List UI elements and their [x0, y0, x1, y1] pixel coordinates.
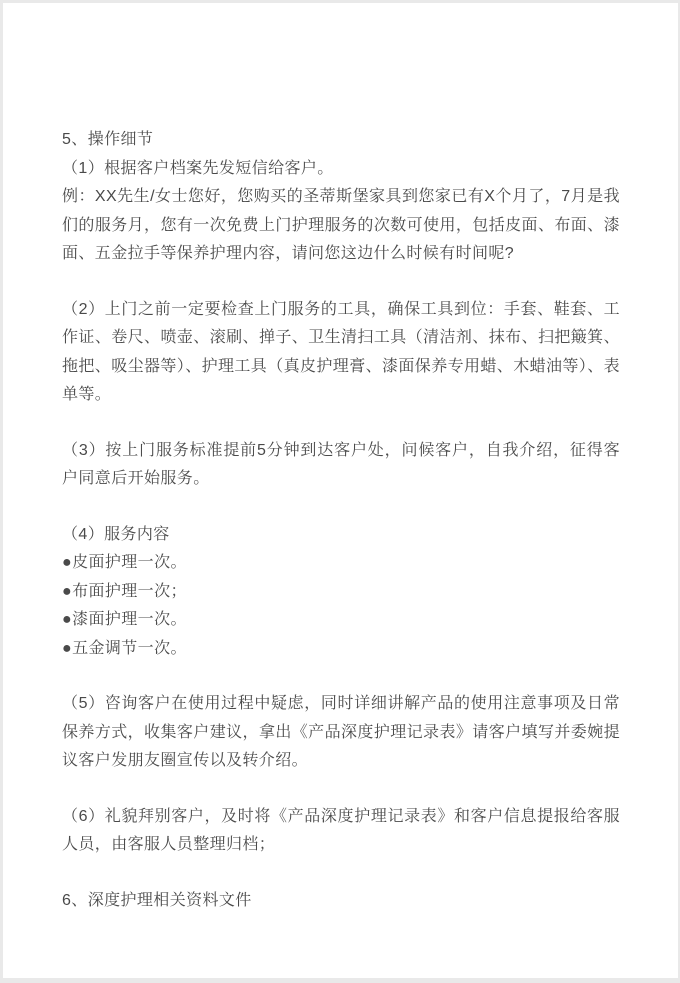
section-6-heading: 6、深度护理相关资料文件 [62, 891, 252, 909]
bullet-item-paint-care: ●漆面护理一次。 [62, 611, 187, 628]
step-2-tools-check [62, 296, 620, 410]
document-content [3, 3, 620, 915]
step-6-paragraph: （6）礼貌拜别客户，及时将《产品深度护理记录表》和客户信息提报给客服人员，由客服人员整理归档； [62, 807, 620, 853]
step-4-service-content [62, 521, 620, 664]
step-1-example-sms: 例：XX先生/女士您好，您购买的圣蒂斯堡家具到您家已有X个月了，7月是我们的服务月，您有一次免费上门护理服务的次数可使用，包括皮面、布面、漆面、五金拉手等保养护理内容，请问您这边什么时候有时间呢? [62, 188, 620, 262]
section-5-operation-details [62, 126, 620, 269]
step-2-paragraph: （2）上门之前一定要检查上门服务的工具，确保工具到位：手套、鞋套、工作证、卷尺、喷壶、滚刷、掸子、卫生清扫工具（清洁剂、抹布、扫把簸箕、拖把、吸尘器等）、护理工具（真皮护理膏、漆面保养专用蜡、木蜡油等）、表单等。 [62, 300, 621, 403]
step-5-paragraph: （5）咨询客户在使用过程中疑虑，同时详细讲解产品的使用注意事项及日常保养方式，收集客户建议，拿出《产品深度护理记录表》请客户填写并委婉提议客户发朋友圈宣传以及转介绍。 [62, 695, 620, 769]
step-1-intro: （1）根据客户档案先发短信给客户。 [62, 159, 334, 177]
step-3-arrival [62, 437, 620, 494]
document-page [3, 3, 678, 978]
step-5-consultation [62, 690, 620, 776]
step-3-paragraph: （3）按上门服务标准提前5分钟到达客户处，问候客户，自我介绍，征得客户同意后开始服务。 [62, 441, 620, 487]
bullet-item-hardware-adjust: ●五金调节一次。 [62, 639, 187, 657]
step-4-heading: （4）服务内容 [62, 525, 170, 543]
step-6-farewell [62, 803, 620, 860]
section-6-related-files [62, 887, 620, 916]
bullet-item-fabric-care: ●布面护理一次； [62, 582, 187, 600]
bullet-item-leather-care: ●皮面护理一次。 [62, 554, 187, 571]
section-5-heading: 5、操作细节 [62, 131, 154, 148]
